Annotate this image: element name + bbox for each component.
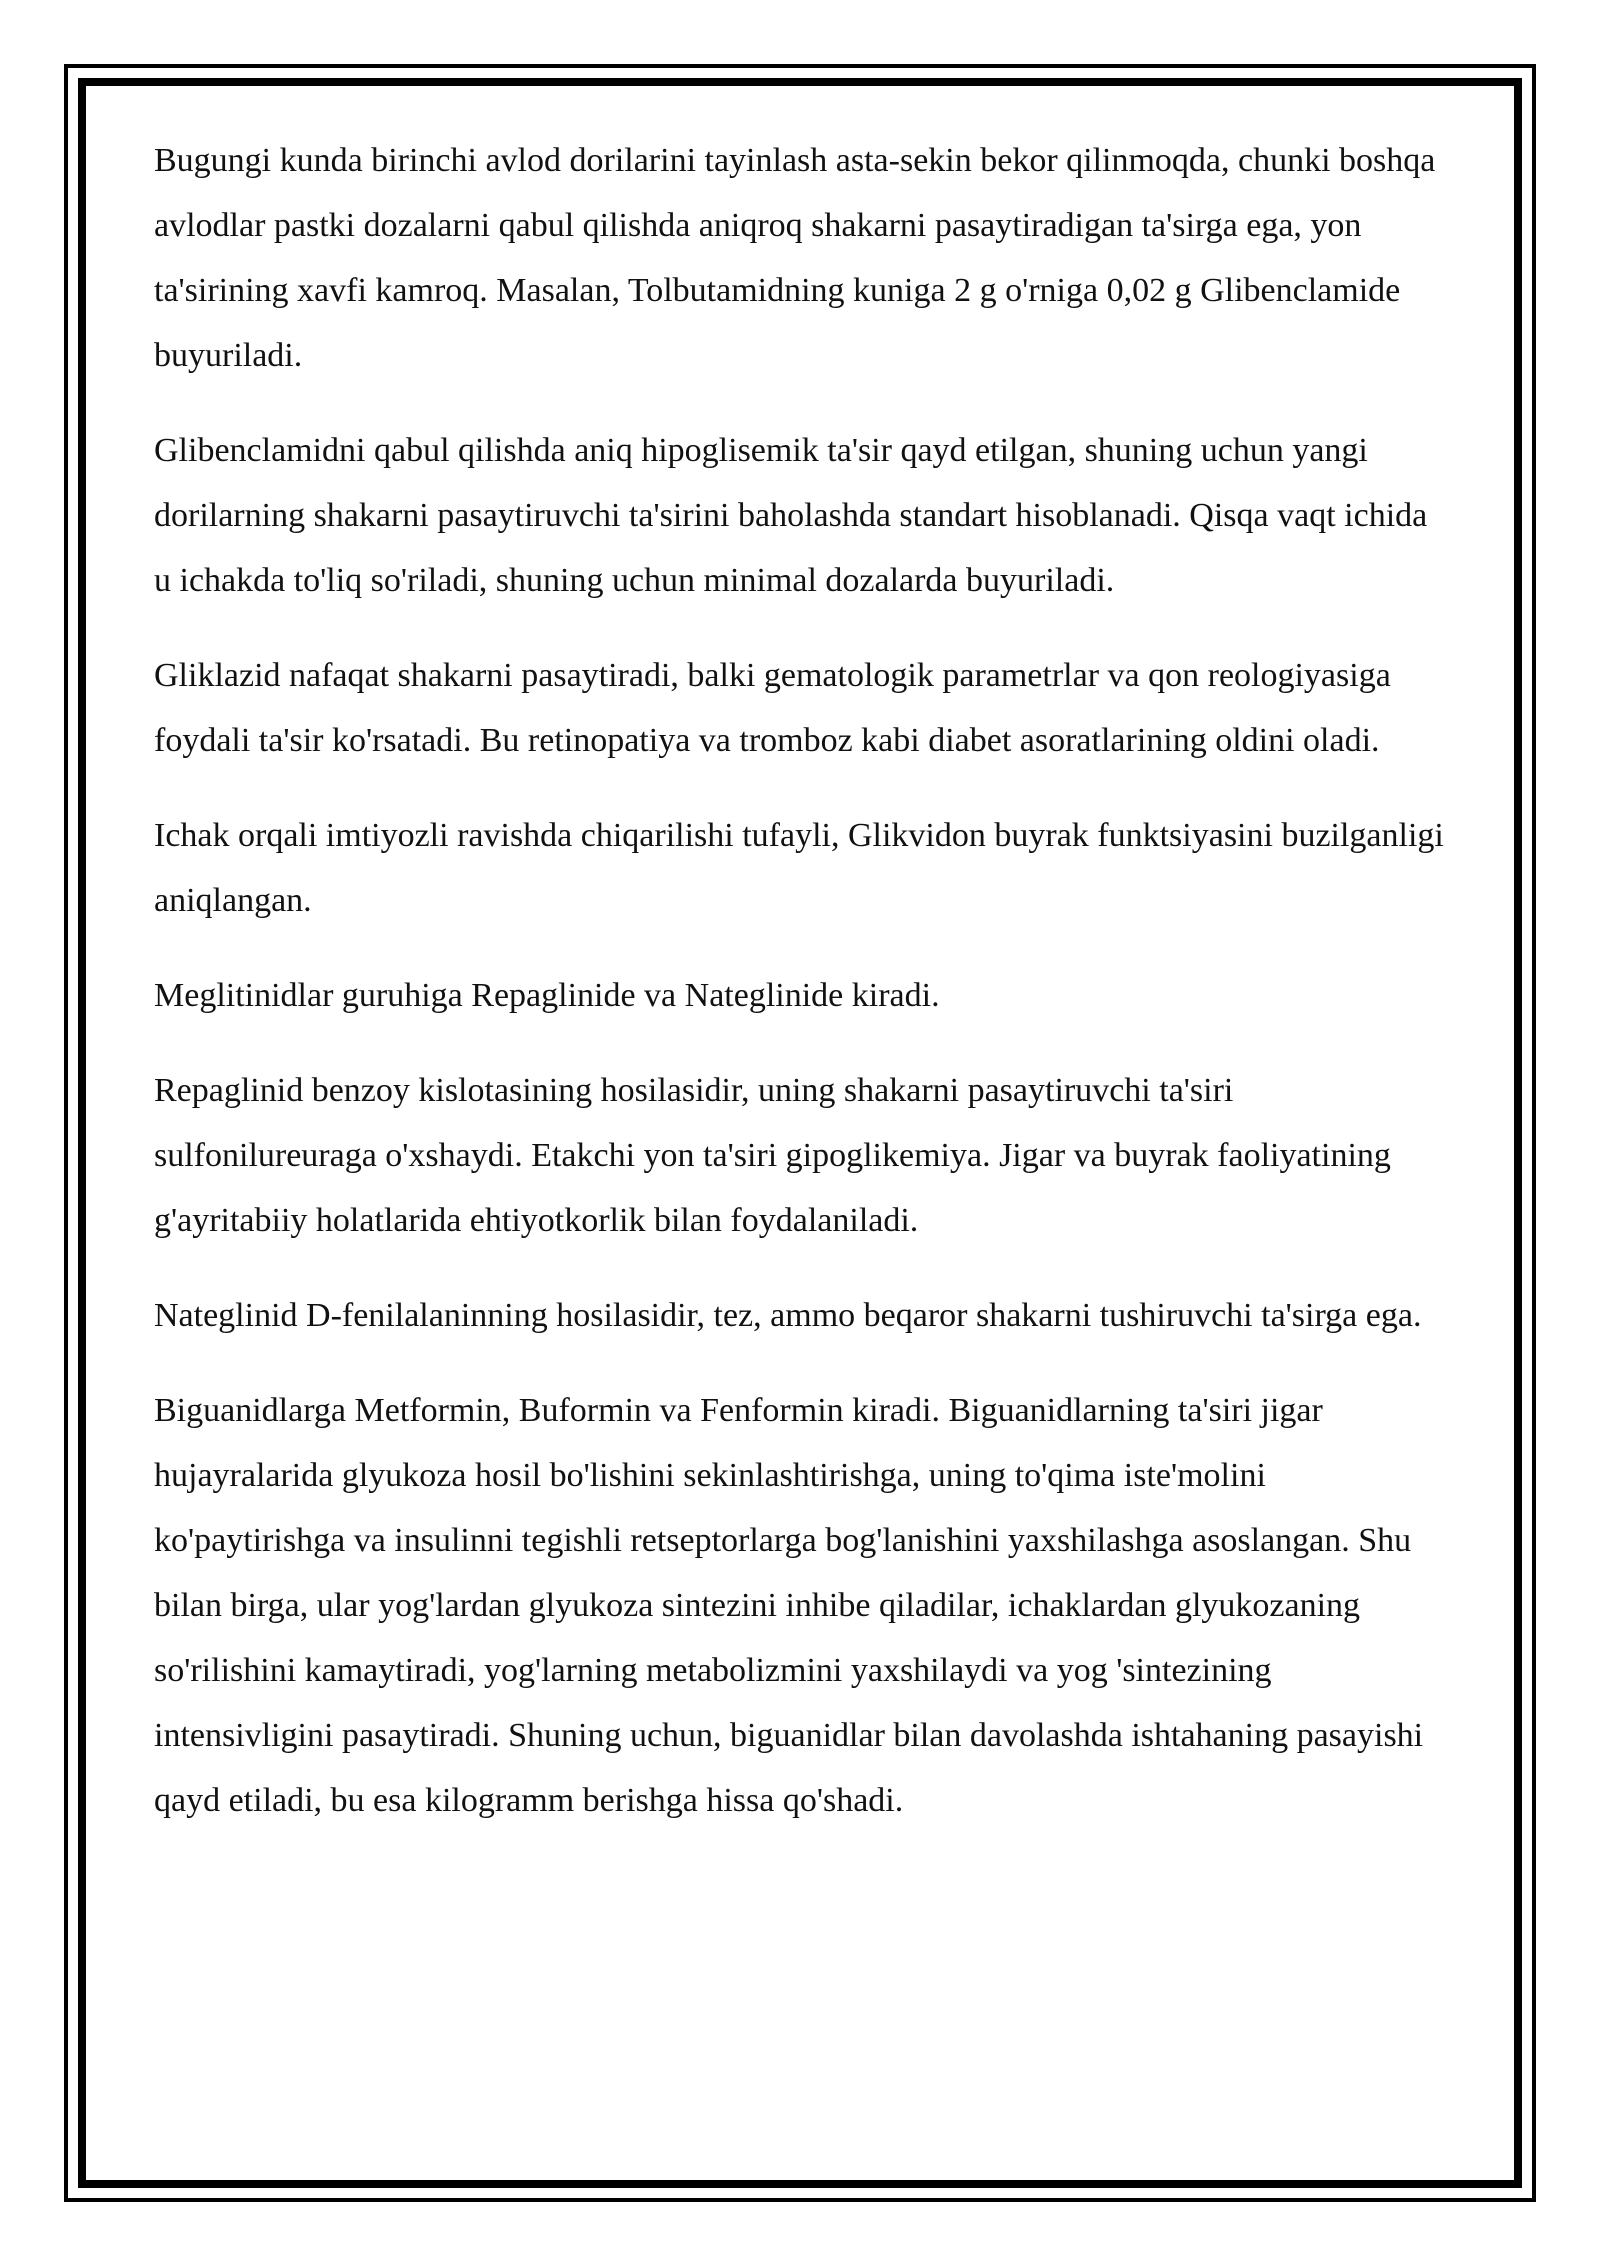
paragraph-4: Ichak orqali imtiyozli ravishda chiqarilishi tufayli, Glikvidon buyrak funktsiyasini buzilganligi aniqlangan. [154,817,1444,919]
paragraph-8: Biguanidlarga Metformin, Buformin va Fenformin kiradi. Biguanidlarning ta'siri jigar hujayralarida glyukoza hosil bo'lishini sekinlashtirishga, uning to'qima iste'molini ko'paytirishga va insulinni tegishli retseptorlarga bog'lanishini yaxshilashga asoslangan. Shu bilan birga, ular yog'lardan glyukoza sintezini inhibe qiladilar, ichaklardan glyukozaning so'rilishini kamaytiradi, yog'larning metabolizmini yaxshilaydi va yog 'sintezining intensivligini pasaytiradi. Shuning uchun, biguanidlar bilan davolashda ishtahaning pasayishi qayd etiladi, bu esa kilogramm berishga hissa qo'shadi. [154,1392,1424,1819]
document-body [154,128,1444,1863]
paragraph-2: Glibenclamidni qabul qilishda aniq hipoglisemik ta'sir qayd etilgan, shuning uchun yangi dorilarning shakarni pasaytiruvchi ta'sirini baholashda standart hisoblanadi. Qisqa vaqt ichida u ichakda to'liq so'riladi, shuning uchun minimal dozalarda buyuriladi. [154,432,1428,599]
paragraph-5: Meglitinidlar guruhiga Repaglinide va Nateglinide kiradi. [154,977,940,1014]
paragraph-6: Repaglinid benzoy kislotasining hosilasidir, uning shakarni pasaytiruvchi ta'siri sulfonilureuraga o'xshaydi. Etakchi yon ta'siri gipoglikemiya. Jigar va buyrak faoliyatining g'ayritabiiy holatlarida ehtiyotkorlik bilan foydalaniladi. [154,1072,1391,1239]
paragraph-1: Bugungi kunda birinchi avlod dorilarini tayinlash asta-sekin bekor qilinmoqda, chunki boshqa avlodlar pastki dozalarni qabul qilishda aniqroq shakarni pasaytiradigan ta'sirga ega, yon ta'sirining xavfi kamroq. Masalan, Tolbutamidning kuniga 2 g o'rniga 0,02 g Glibenclamide buyuriladi. [154,142,1436,374]
paragraph-7: Nateglinid D-fenilalaninning hosilasidir, tez, ammo beqaror shakarni tushiruvchi ta'sirga ega. [154,1297,1422,1334]
page-border-outer [64,64,1536,2202]
paragraph-3: Gliklazid nafaqat shakarni pasaytiradi, balki gematologik parametrlar va qon reologiyasiga foydali ta'sir ko'rsatadi. Bu retinopatiya va tromboz kabi diabet asoratlarining oldini oladi. [154,657,1391,759]
